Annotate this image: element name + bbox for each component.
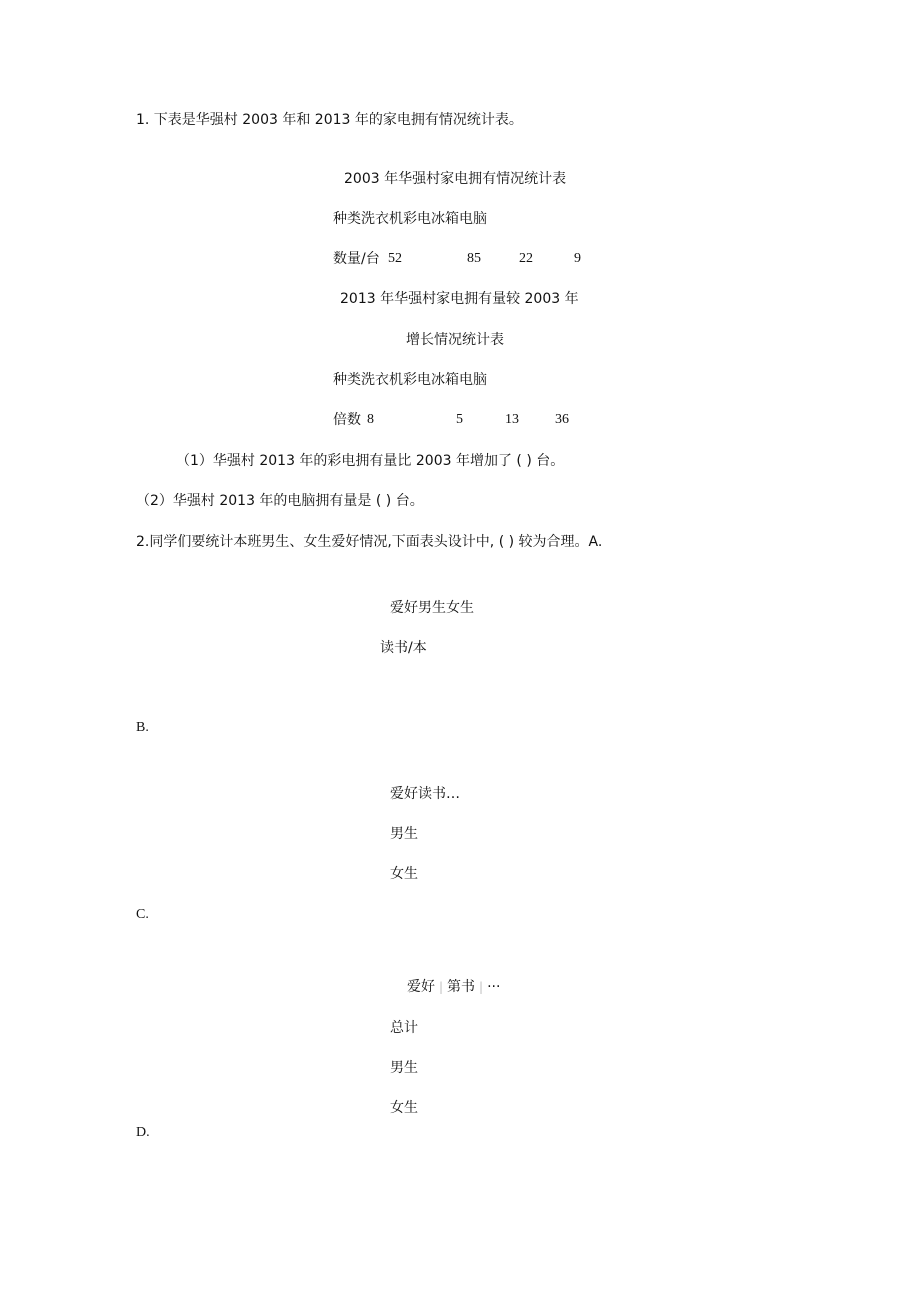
table1-value-computer: 9 xyxy=(574,251,581,266)
option-b-row-2: 女生 xyxy=(390,866,418,882)
table2-value-computer: 36 xyxy=(555,412,569,427)
option-c-header-part-3: ··· xyxy=(487,979,501,995)
table2-value-tv: 5 xyxy=(456,412,463,427)
table2-row-label: 倍数 xyxy=(333,412,361,428)
question-1-stem: 1. 下表是华强村 2003 年和 2013 年的家电拥有情况统计表。 xyxy=(136,112,523,128)
table-divider: | xyxy=(439,980,444,994)
table1-value-tv: 85 xyxy=(467,251,481,266)
question-1-sub-1: （1）华强村 2013 年的彩电拥有量比 2003 年增加了 ( ) 台。 xyxy=(176,453,565,469)
table-divider: | xyxy=(479,980,484,994)
option-c-label: C. xyxy=(136,907,149,922)
option-b-label: B. xyxy=(136,720,149,735)
option-c-row-3: 女生 xyxy=(390,1100,418,1116)
table1-value-fridge: 22 xyxy=(519,251,533,266)
option-b-row-1: 男生 xyxy=(390,826,418,842)
option-b-header: 爱好读书… xyxy=(390,786,460,802)
table1-value-washer: 52 xyxy=(388,251,402,266)
option-c-header-part-1: 爱好 xyxy=(407,979,435,995)
table2-header: 种类洗衣机彩电冰箱电脑 xyxy=(333,372,487,388)
option-c-header xyxy=(407,978,500,996)
table2-title-line1: 2013 年华强村家电拥有量较 2003 年 xyxy=(340,291,579,307)
option-a-header: 爱好男生女生 xyxy=(390,600,474,616)
table1-header: 种类洗衣机彩电冰箱电脑 xyxy=(333,211,487,227)
table1-row-label: 数量/台 xyxy=(333,251,380,267)
option-c-row-1: 总计 xyxy=(390,1020,418,1036)
option-c-header-part-2: 第书 xyxy=(447,979,476,995)
table2-title-line2: 增长情况统计表 xyxy=(406,332,504,348)
question-1-sub-2: （2）华强村 2013 年的电脑拥有量是 ( ) 台。 xyxy=(136,493,424,509)
option-c-row-2: 男生 xyxy=(390,1060,418,1076)
table2-value-washer: 8 xyxy=(367,412,374,427)
table2-value-fridge: 13 xyxy=(505,412,519,427)
option-d-label: D. xyxy=(136,1125,150,1140)
table1-title: 2003 年华强村家电拥有情况统计表 xyxy=(344,171,567,187)
option-a-row-1: 读书/本 xyxy=(380,640,427,656)
question-2-stem: 2.同学们要统计本班男生、女生爱好情况,下面表头设计中, ( ) 较为合理。A. xyxy=(136,534,603,550)
